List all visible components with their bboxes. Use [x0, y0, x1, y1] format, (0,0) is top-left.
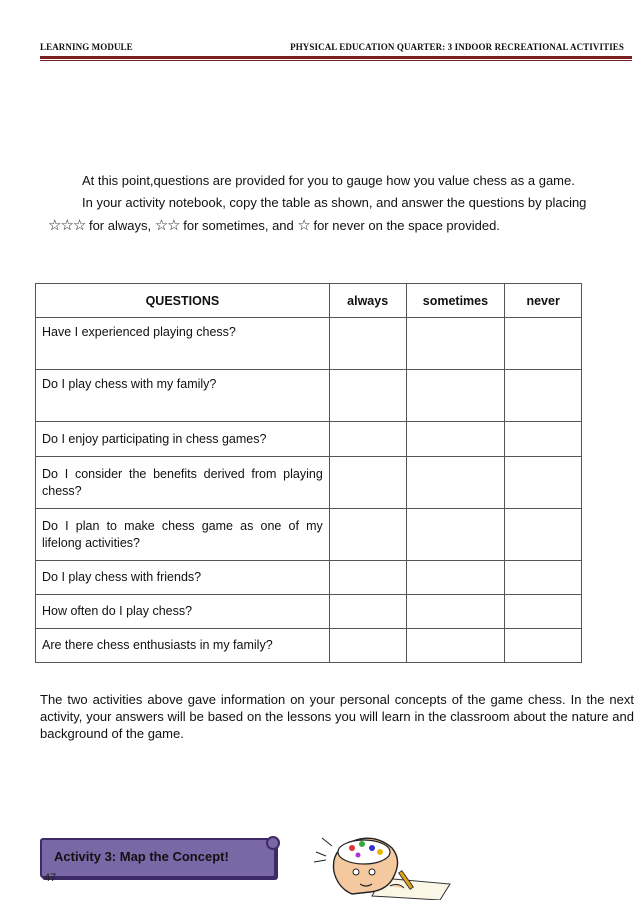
table-row — [36, 629, 582, 663]
answer-cell-never[interactable] — [505, 457, 582, 509]
instructions — [40, 170, 620, 237]
thinking-head-clipart-icon — [312, 826, 452, 900]
table-row — [36, 509, 582, 561]
answer-cell-never[interactable] — [505, 422, 582, 457]
question-cell: Do I play chess with friends? — [36, 561, 330, 595]
answer-cell-never[interactable] — [505, 561, 582, 595]
answer-cell-always[interactable] — [329, 370, 406, 422]
answer-cell-sometimes[interactable] — [406, 457, 505, 509]
answer-cell-always[interactable] — [329, 318, 406, 370]
table-row — [36, 561, 582, 595]
header-subject-label: PHYSICAL EDUCATION QUARTER: 3 INDOOR RECREATIONAL ACTIVITIES — [290, 42, 624, 52]
page-header — [40, 40, 632, 54]
table-row — [36, 457, 582, 509]
one-star-icon: ☆ — [297, 216, 310, 234]
answer-cell-never[interactable] — [505, 509, 582, 561]
answer-cell-never[interactable] — [505, 318, 582, 370]
answer-cell-sometimes[interactable] — [406, 629, 505, 663]
question-cell: Have I experienced playing chess? — [36, 318, 330, 370]
answer-cell-sometimes[interactable] — [406, 595, 505, 629]
closing-paragraph: The two activities above gave information on your personal concepts of the game chess. In the next activity, your answers will be based on the lessons you will learn in the classroom about the nature and background of the game. — [40, 692, 634, 741]
question-cell: Do I play chess with my family? — [36, 370, 330, 422]
header-always: always — [329, 284, 406, 318]
page-number: 47 — [44, 872, 57, 884]
answer-cell-always[interactable] — [329, 561, 406, 595]
answer-cell-never[interactable] — [505, 595, 582, 629]
instruction-line-3 — [40, 214, 620, 237]
activity-banner — [40, 838, 276, 878]
answer-cell-sometimes[interactable] — [406, 509, 505, 561]
header-sometimes: sometimes — [406, 284, 505, 318]
header-rule — [40, 56, 632, 59]
table-row — [36, 318, 582, 370]
table-row — [36, 422, 582, 457]
answer-cell-sometimes[interactable] — [406, 422, 505, 457]
table-row — [36, 595, 582, 629]
header-module-label: LEARNING MODULE — [40, 42, 133, 52]
answer-cell-always[interactable] — [329, 422, 406, 457]
table-header-row — [36, 284, 582, 318]
answer-cell-sometimes[interactable] — [406, 318, 505, 370]
answer-cell-always[interactable] — [329, 595, 406, 629]
question-cell: Are there chess enthusiasts in my family? — [36, 629, 330, 663]
header-rule-thin — [40, 60, 632, 61]
answer-cell-sometimes[interactable] — [406, 561, 505, 595]
two-stars-icon: ☆☆ — [154, 216, 180, 234]
answer-cell-never[interactable] — [505, 370, 582, 422]
answer-cell-always[interactable] — [329, 457, 406, 509]
table-row — [36, 370, 582, 422]
question-cell: Do I plan to make chess game as one of my lifelong activities? — [36, 509, 330, 561]
never-text: for never on the space provided. — [309, 218, 500, 233]
questions-table — [35, 283, 582, 663]
question-cell: Do I consider the benefits derived from playing chess? — [36, 457, 330, 509]
question-cell: Do I enjoy participating in chess games? — [36, 422, 330, 457]
answer-cell-always[interactable] — [329, 509, 406, 561]
header-questions: QUESTIONS — [36, 284, 330, 318]
answer-cell-always[interactable] — [329, 629, 406, 663]
three-stars-icon: ☆☆☆ — [48, 216, 86, 234]
answer-cell-never[interactable] — [505, 629, 582, 663]
answer-cell-sometimes[interactable] — [406, 370, 505, 422]
always-text: for always, — [85, 218, 155, 233]
header-never: never — [505, 284, 582, 318]
sometimes-text: for sometimes, and — [179, 218, 298, 233]
instruction-line-1: At this point,questions are provided for you to gauge how you value chess as a game. — [82, 173, 575, 188]
question-cell: How often do I play chess? — [36, 595, 330, 629]
instruction-line-2: In your activity notebook, copy the table as shown, and answer the questions by placing — [82, 195, 587, 210]
scroll-curl-icon — [266, 836, 280, 850]
activity-title: Activity 3: Map the Concept! — [54, 849, 229, 864]
